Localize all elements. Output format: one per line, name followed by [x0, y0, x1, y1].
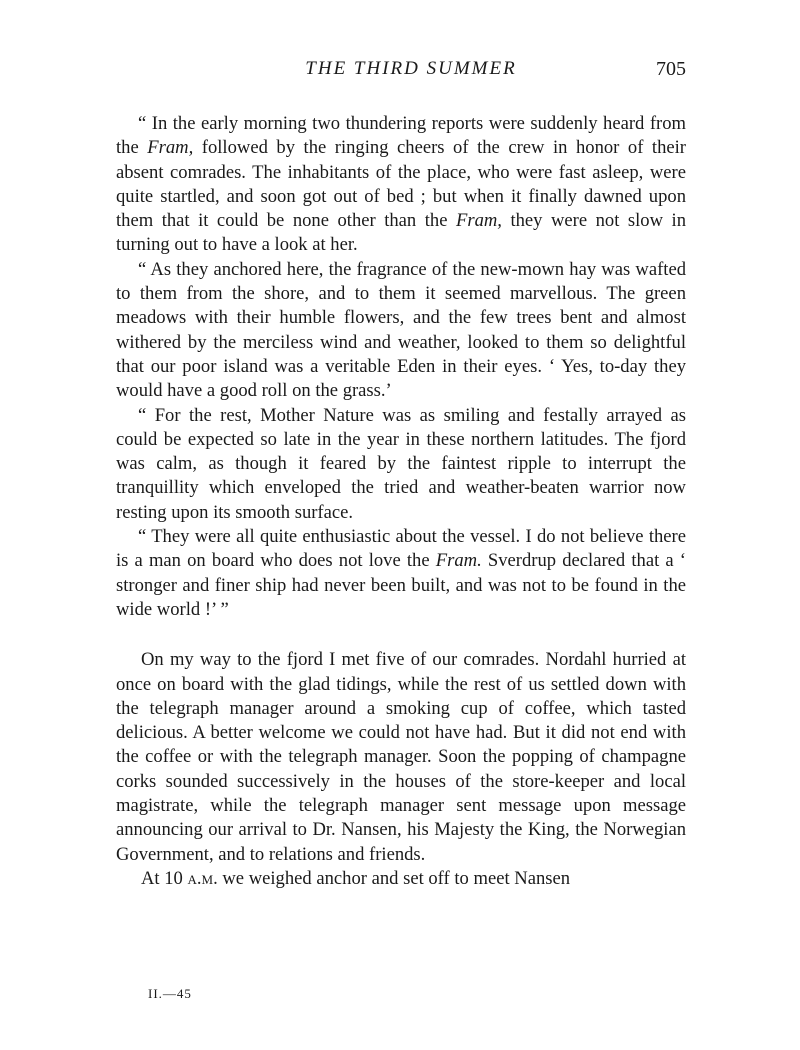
paragraph — [116, 112, 686, 258]
small-caps-text: a.m. — [187, 867, 218, 889]
italic-text: Fram, — [455, 210, 502, 232]
paragraph — [116, 404, 686, 525]
text-run: followed by the ringing cheers of the crew in honor of their absent comrades. The inhabitants of the place, who were fast asleep, were quite startled, and soon got out of bed ; but when it finally dawned upon them that it could be none other than the — [116, 137, 686, 232]
text-run: “ As they anchored here, the fragrance of the new-mown hay was wafted to them from the shore, and to them it seemed marvellous. The green meadows with their humble flowers, and the few trees bent and almost withered by the merciless wind and weather, looked to them so delightful that our poor island was a veritable Eden in their eyes. ‘ Yes, to-day they would have a good roll on the grass.’ — [116, 258, 686, 402]
signature-mark: II.—45 — [148, 986, 192, 1001]
text-run: “ In the early morning two thundering reports were suddenly heard from the — [116, 113, 686, 159]
paragraph — [116, 867, 686, 891]
body-text — [116, 112, 686, 891]
text-run: “ For the rest, Mother Nature was as smiling and festally arrayed as could be expected so late in the year in these northern latitudes. The fjord was calm, as though it feared by the faintest ripple to interrupt the tranquillity which enveloped the tried and weather-beaten warrior now resting upon its smooth surface. — [116, 404, 686, 523]
paragraph — [116, 648, 686, 867]
text-run: On my way to the fjord I met five of our comrades. Nordahl hurried at once on board with the glad tidings, while the rest of us settled down with the telegraph manager around a smoking cup of coffee, which tasted delicious. A better welcome we could not have had. But it did not end with the coffee or with the telegraph manager. Soon the popping of champagne corks sounded successively in the houses of the store-keeper and local magistrate, while the telegraph manager sent message upon message announcing our arrival to Dr. Nansen, his Majesty the King, the Norwegian Government, and to relations and friends. — [116, 649, 686, 865]
page-header — [116, 58, 686, 88]
page-number: 705 — [656, 58, 686, 80]
text-run: At 10 — [141, 867, 188, 889]
italic-text: Fram. — [435, 550, 482, 572]
section-gap — [116, 622, 686, 648]
paragraph — [116, 525, 686, 622]
text-run: we weighed anchor and set off to meet Nansen — [217, 867, 571, 889]
text-run: “ They were all quite enthusiastic about the vessel. I do not believe there is a man on board who does not love the — [116, 526, 686, 572]
running-title: THE THIRD SUMMER — [305, 58, 517, 79]
italic-text: Fram, — [147, 137, 194, 159]
text-run: they were not slow in turning out to have a look at her. — [116, 210, 686, 256]
paragraph — [116, 258, 686, 404]
text-run: Sverdrup declared that a ‘ stronger and finer ship had never been built, and was not to be found in the wide world !’ ” — [116, 550, 686, 620]
